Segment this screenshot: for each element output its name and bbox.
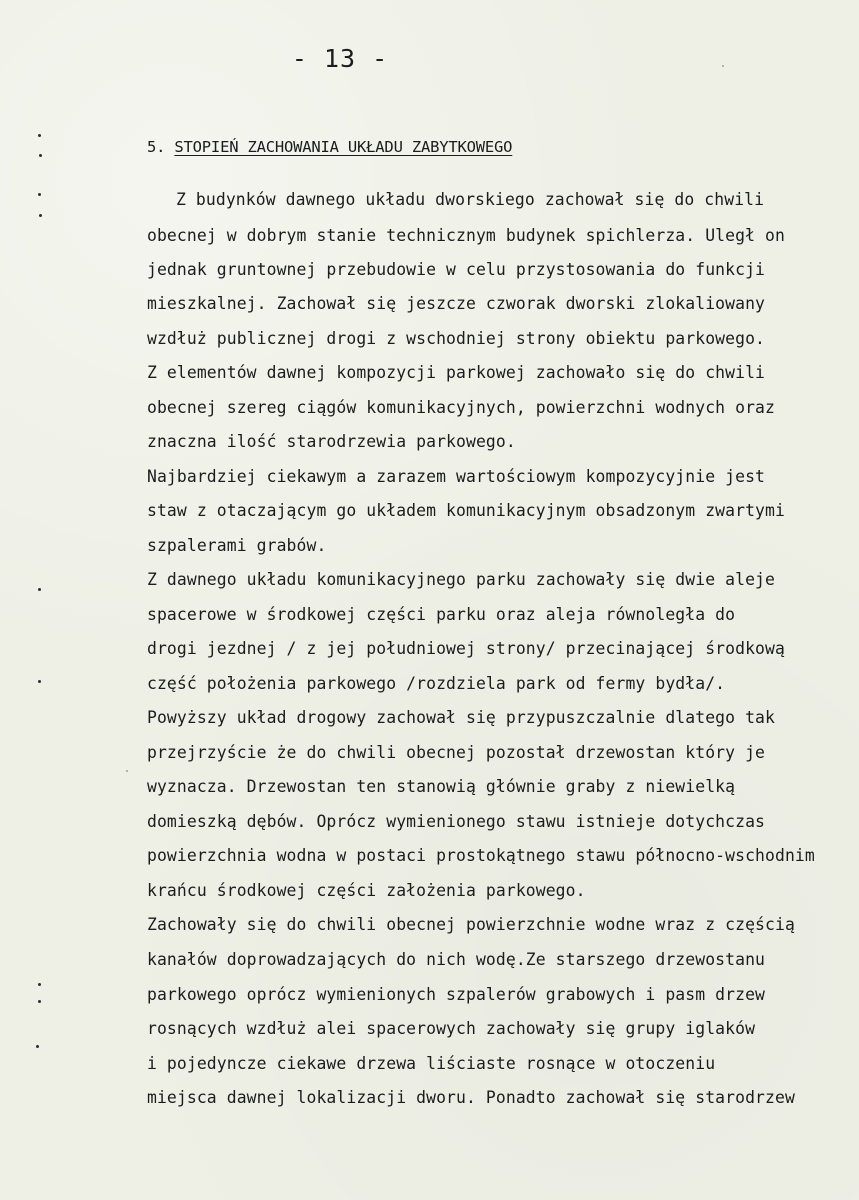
- text-line: wyznacza. Drzewostan ten stanowią głównie graby z niewielką: [147, 777, 736, 796]
- margin-punch-mark: [38, 134, 41, 137]
- text-line: i pojedyncze ciekawe drzewa liściaste rosnące w otoczeniu: [147, 1054, 716, 1073]
- text-line: wzdłuż publicznej drogi z wschodniej strony obiektu parkowego.: [147, 329, 766, 348]
- text-line: kanałów doprowadzających do nich wodę.Ze starszego drzewostanu: [147, 950, 766, 969]
- section-heading: [147, 138, 512, 156]
- margin-punch-mark: [38, 1000, 41, 1003]
- text-line: miejsca dawnej lokalizacji dworu. Ponadto zachował się starodrzew: [147, 1088, 795, 1107]
- paper-speck: [126, 770, 128, 772]
- text-line: Z budynków dawnego układu dworskiego zachował się do chwili: [176, 190, 765, 209]
- text-line: szpalerami grabów.: [147, 536, 327, 555]
- text-line: Zachowały się do chwili obecnej powierzchnie wodne wraz z częścią: [147, 915, 795, 934]
- text-line: rosnących wzdłuż alei spacerowych zachowały się grupy iglaków: [147, 1019, 756, 1038]
- page-number: - 13 -: [291, 44, 389, 73]
- text-line: parkowego oprócz wymienionych szpalerów grabowych i pasm drzew: [147, 985, 766, 1004]
- margin-punch-mark: [38, 680, 41, 683]
- text-line: krańcu środkowej części założenia parkowego.: [147, 881, 586, 900]
- text-line: Powyższy układ drogowy zachował się przypuszczalnie dlatego tak: [147, 708, 775, 727]
- text-line: mieszkalnej. Zachował się jeszcze czworak dworski zlokaliowany: [147, 294, 766, 313]
- text-line: przejrzyście że do chwili obecnej pozostał drzewostan który je: [147, 743, 766, 762]
- text-line: obecnej szereg ciągów komunikacyjnych, powierzchni wodnych oraz: [147, 398, 775, 417]
- text-line: Z dawnego układu komunikacyjnego parku zachowały się dwie aleje: [147, 570, 775, 589]
- text-line: Z elementów dawnej kompozycji parkowej zachowało się do chwili: [147, 363, 766, 382]
- margin-punch-mark: [36, 1045, 39, 1048]
- text-line: część położenia parkowego /rozdziela park od fermy bydła/.: [147, 674, 726, 693]
- text-line: spacerowe w środkowej części parku oraz aleja równoległa do: [147, 605, 736, 624]
- margin-punch-mark: [39, 214, 42, 217]
- margin-punch-mark: [39, 154, 42, 157]
- text-line: drogi jezdnej / z jej południowej strony/ przecinającej środkową: [147, 639, 785, 658]
- section-number: 5.: [147, 138, 166, 156]
- margin-punch-mark: [38, 588, 41, 591]
- text-line: obecnej w dobrym stanie technicznym budynek spichlerza. Uległ on: [147, 226, 785, 245]
- text-line: znaczna ilość starodrzewia parkowego.: [147, 432, 516, 451]
- section-title: STOPIEŃ ZACHOWANIA UKŁADU ZABYTKOWEGO: [174, 138, 513, 156]
- paper-speck: [722, 65, 724, 67]
- text-line: jednak gruntownej przebudowie w celu przystosowania do funkcji: [147, 260, 766, 279]
- text-line: domieszką dębów. Oprócz wymienionego stawu istnieje dotychczas: [147, 812, 766, 831]
- margin-punch-mark: [38, 193, 41, 196]
- margin-punch-mark: [38, 983, 41, 986]
- text-line: Najbardziej ciekawym a zarazem wartościowym kompozycyjnie jest: [147, 467, 766, 486]
- text-line: powierzchnia wodna w postaci prostokątnego stawu północno-wschodnim: [147, 846, 815, 865]
- text-line: staw z otaczającym go układem komunikacyjnym obsadzonym zwartymi: [147, 501, 785, 520]
